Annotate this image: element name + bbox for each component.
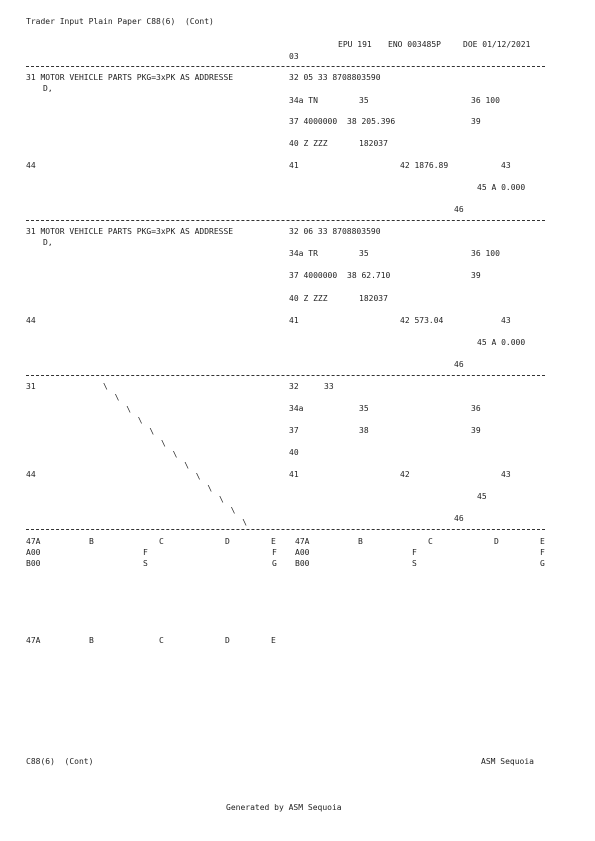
box-03: 03 <box>289 52 299 61</box>
strike-slash: \ <box>242 517 248 527</box>
box-47-tax-type-b00: B00 <box>295 559 310 568</box>
box-32-commodity: 32 05 33 8708803590 <box>289 73 381 82</box>
box-47-col-s: S <box>412 559 417 568</box>
box-47-label: 47A <box>26 636 41 645</box>
strike-slash: \ <box>172 449 178 459</box>
box-39: 39 <box>471 426 481 435</box>
box-47-col-e: E <box>271 537 276 546</box>
generated-by-note: Generated by ASM Sequoia <box>226 803 342 812</box>
section-divider <box>26 220 545 221</box>
box-34a: 34a <box>289 404 304 413</box>
box-42: 42 <box>400 470 410 479</box>
box-37: 37 <box>289 426 299 435</box>
section-divider <box>26 529 545 530</box>
strike-slash: \ <box>161 438 166 448</box>
strike-slash: \ <box>219 495 224 504</box>
box-40: 40 Z ZZZ <box>289 294 328 303</box>
box-31-description: 31 MOTOR VEHICLE PARTS PKG=3xPK AS ADDRESSE <box>26 227 234 236</box>
box-45: 45 A 0.000 <box>477 183 526 192</box>
box-47-col-e: E <box>271 636 276 645</box>
box-47-tax-type-a00: A00 <box>26 548 41 557</box>
box-35: 35 <box>359 249 369 258</box>
box-34a: 34a TN <box>289 96 318 105</box>
box-47-col-c: C <box>428 537 433 546</box>
box-41: 41 <box>289 316 299 325</box>
box-47-col-f-end: F <box>272 548 277 557</box>
box-38: 38 62.710 <box>347 271 391 280</box>
box-47-label: 47A <box>295 537 310 546</box>
box-32-commodity: 32 06 33 8708803590 <box>289 227 381 236</box>
box-47-col-b: B <box>89 636 94 645</box>
box-42: 42 1876.89 <box>400 161 449 170</box>
strike-slash: \ <box>230 506 236 516</box>
box-43: 43 <box>501 316 511 325</box>
box-47-col-c: C <box>159 537 164 546</box>
box-47-col-b: B <box>89 537 94 546</box>
box-40: 40 <box>289 448 299 457</box>
box-31-continuation: D, <box>43 84 53 93</box>
box-41: 41 <box>289 470 299 479</box>
strike-slash: \ <box>126 404 132 414</box>
box-47-col-c: C <box>159 636 164 645</box>
footer-brand: ASM Sequoia <box>481 757 534 766</box>
box-47-col-d: D <box>225 537 230 546</box>
box-37: 37 4000000 <box>289 271 338 280</box>
strike-slash: \ <box>137 415 143 425</box>
box-47-col-s: S <box>143 559 148 568</box>
strike-slash: \ <box>103 382 108 391</box>
box-35: 35 <box>359 404 369 413</box>
section-divider <box>26 375 545 376</box>
box-31-description: 31 <box>26 382 36 391</box>
box-47-col-e: E <box>540 537 545 546</box>
box-46: 46 <box>454 514 464 523</box>
document-title: Trader Input Plain Paper C88(6) (Cont) <box>26 17 214 26</box>
declaration-date: DOE 01/12/2021 <box>463 40 531 49</box>
box-33: 33 <box>324 382 334 391</box>
epu-number: EPU 191 <box>338 40 372 49</box>
box-32-commodity: 32 <box>289 382 299 391</box>
box-47-col-f: F <box>143 548 148 557</box>
box-47-col-g: G <box>540 559 545 568</box>
box-40: 40 Z ZZZ <box>289 139 328 148</box>
box-36: 36 100 <box>471 249 500 258</box>
box-47-col-b: B <box>358 537 363 546</box>
box-43: 43 <box>501 470 511 479</box>
box-47-tax-type-b00: B00 <box>26 559 41 568</box>
box-43: 43 <box>501 161 511 170</box>
strike-slash: \ <box>149 427 155 437</box>
box-39: 39 <box>471 271 481 280</box>
box-46: 46 <box>454 360 464 369</box>
strike-slash: \ <box>114 393 120 403</box>
box-38: 38 <box>359 426 369 435</box>
box-34a: 34a TR <box>289 249 318 258</box>
box-45: 45 A 0.000 <box>477 338 526 347</box>
box-44: 44 <box>26 316 36 325</box>
box-37: 37 4000000 <box>289 117 338 126</box>
eno-number: ENO 003485P <box>388 40 441 49</box>
box-47-col-f: F <box>412 548 417 557</box>
box-41: 41 <box>289 161 299 170</box>
box-44: 44 <box>26 470 36 479</box>
section-divider <box>26 66 545 67</box>
box-47-label: 47A <box>26 537 41 546</box>
box-36: 36 <box>471 404 481 413</box>
footer-form-code: C88(6) (Cont) <box>26 757 94 766</box>
box-47-col-d: D <box>494 537 499 546</box>
box-46: 46 <box>454 205 464 214</box>
strike-slash: \ <box>207 483 213 493</box>
box-47-col-g: G <box>272 559 277 568</box>
box-31-continuation: D, <box>43 238 53 247</box>
box-35: 35 <box>359 96 369 105</box>
strike-slash: \ <box>184 461 190 471</box>
box-42: 42 573.04 <box>400 316 444 325</box>
box-40-reference: 182037 <box>359 294 388 303</box>
box-36: 36 100 <box>471 96 500 105</box>
box-31-description: 31 MOTOR VEHICLE PARTS PKG=3xPK AS ADDRESSE <box>26 73 234 82</box>
box-45: 45 <box>477 492 487 501</box>
strike-slash: \ <box>195 472 201 482</box>
box-38: 38 205.396 <box>347 117 396 126</box>
box-47-col-f-end: F <box>540 548 545 557</box>
box-47-tax-type-a00: A00 <box>295 548 310 557</box>
box-39: 39 <box>471 117 481 126</box>
box-44: 44 <box>26 161 36 170</box>
box-40-reference: 182037 <box>359 139 388 148</box>
box-47-col-d: D <box>225 636 230 645</box>
